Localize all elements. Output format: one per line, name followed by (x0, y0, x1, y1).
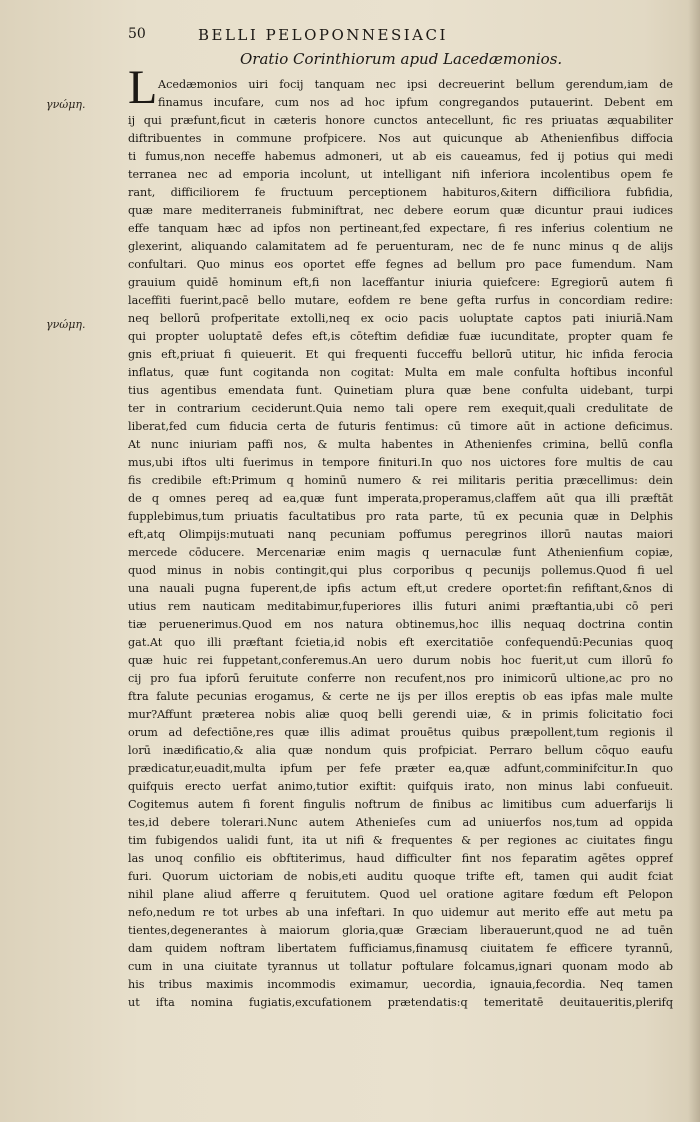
text-line: ti fumus,non neceffe habemus admoneri, ut ab eis caueamus, fed ij potius qui medi (128, 150, 673, 163)
text-line: finamus incufare, cum nos ad hoc ipfum congregandos putauerint. Debent em (158, 96, 673, 109)
text-line: quæ mare mediterraneis fubminiftrat, nec debere eorum quæ dicuntur praui iudices (128, 204, 673, 217)
page-header (128, 26, 680, 48)
oration-title: Oratio Corinthiorum apud Lacedæmonios. (240, 50, 563, 68)
text-line: glexerint, aliquando calamitatem ad fe peruenturam, nec de fe nunc minus q de alijs (128, 240, 673, 253)
text-line: las unoq confilio eis obftiterimus, haud difficulter fint nos feparatim agētes oppref (128, 852, 673, 865)
text-line: neq bellorū profperitate extolli,neq ex ocio pacis uoluptate captos pati iniuriā.Nam (128, 312, 673, 325)
text-line: ftra falute pecunias erogamus, & certe ne ijs per illos ereptis ob eas ipfas male multe (128, 690, 673, 703)
text-line: cij pro fua ipforū feruitute conferre non recufent,nos pro inimicorū ultione,ac pro no (128, 672, 673, 685)
text-line: liberat,fed cum fiducia certa de futuris fentimus: cū timore aūt in actione deficimus. (128, 420, 673, 433)
margin-note-2: γνώμη. (46, 318, 86, 331)
text-line: ij qui præfunt,ficut in cæteris honore cunctos antecellunt, fic res priuatas æquabiliter (128, 114, 673, 127)
text-line: de q omnes pereq ad ea,quæ funt imperata,properamus,claffem aūt qua illi præftāt (128, 492, 673, 505)
text-line: mur?Affunt præterea nobis aliæ quoq belli gerendi uiæ, & in primis folicitatio foci (128, 708, 673, 721)
text-line: prædicatur,euadit,multa ipfum per fefe præter ea,quæ adfunt,comminifcitur.In quo (128, 762, 673, 775)
margin-note-1: γνώμη. (46, 98, 86, 111)
text-line: eft,atq Olimpijs:mutuati nanq pecuniam poffumus peregrinos illorū nautas maiori (128, 528, 673, 541)
drop-cap: L (128, 61, 158, 114)
text-line: At nunc iniuriam paffi nos, & multa habentes in Athenienfes crimina, bellū confla (128, 438, 673, 451)
text-line: his tribus maximis incommodis eximamur, uecordia, ignauia,fecordia. Neq tamen (128, 978, 673, 991)
page-number: 50 (128, 26, 146, 42)
text-line: quod minus in nobis contingit,qui plus corporibus q pecunijs pollemus.Quod fi uel (128, 564, 673, 577)
text-line: tientes,degenerantes à maiorum gloria,quæ Græciam liberauerunt,quod ne ad tuēn (128, 924, 673, 937)
text-line: utius rem nauticam meditabimur,fuperiores illis futuri animi præftantia,ubi cō peri (128, 600, 673, 613)
text-line: tim fubigendos ualidi funt, ita ut nifi & frequentes & per regiones ac ciuitates fingu (128, 834, 673, 847)
text-line: mus,ubi iftos ulti fuerimus in tempore finituri.In quo nos uictores fore multis de cau (128, 456, 673, 469)
text-line: inflatus, quæ funt cogitanda non cogitat: Multa em male confulta hoftibus inconful (128, 366, 673, 379)
page-edge-shadow (688, 0, 700, 1122)
text-line: tius agentibus emendata funt. Quinetiam plura quæ bene confulta uidebant, turpi (128, 384, 673, 397)
text-line: fupplebimus,tum priuatis facultatibus pro rata parte, tū ex pecunia quæ in Delphis (128, 510, 673, 523)
text-line: rant, difficiliorem fe fructuum perceptionem habituros,&itern difficiliora fubfidia, (128, 186, 673, 199)
text-line: tes,id debere tolerari.Nunc autem Athenieſes cum ad uniuerfos nos,tum ad oppida (128, 816, 673, 829)
text-line: diftribuentes in commune profpicere. Nos aut quicunque ab Athenienfibus diffocia (128, 132, 673, 145)
text-line: gnis eft,priuat fi quieuerit. Et qui frequenti fucceffu bellorū utitur, hic infida ferocia (128, 348, 673, 361)
text-line: una nauali pugna fuperent,de ipfis actum eft,ut credere oportet:fin refiftant,&nos di (128, 582, 673, 595)
text-line: fis credibile eft:Primum q hominū numero & rei militaris peritia præcellimus: dein (128, 474, 673, 487)
text-line: grauium quidē hominum eft,fi non laceffantur iniuria quiefcere: Egregiorū autem fi (128, 276, 673, 289)
text-line: quifquis erecto uerfat animo,tutior exiftit: quifquis irato, non minus labi confueuit. (128, 780, 673, 793)
text-line: quæ huic rei fuppetant,conferemus.An uero durum nobis hoc fuerit,ut cum illorū fo (128, 654, 673, 667)
text-line: dam quidem noftram libertatem fufficiamus,finamusq ciuitatem fe efficere tyrannū, (128, 942, 673, 955)
text-line: lorū inædificatio,& alia quæ nondum quis profpiciat. Perraro bellum cōquo eaufu (128, 744, 673, 757)
text-line: orum ad defectiōne,res quæ illis adimat prouētus quibus præpollent,tum regionis il (128, 726, 673, 739)
text-line: gat.At quo illi præftant fcietia,id nobis eft exercitatiōe confequendū:Pecunias quoq (128, 636, 673, 649)
text-line: ut ifta nomina fugiatis,excufationem prætendatis:q temeritatē deuitaueritis,plerifq (128, 996, 673, 1009)
text-line: ter in contrarium ceciderunt.Quia nemo tali opere rem exequit,quali credulitate de (128, 402, 673, 415)
running-head: BELLI PELOPONNESIACI (198, 26, 448, 44)
text-line: laceffiti fuerint,pacē bello mutare, eofdem re bene gefta rurfus in concordiam redire: (128, 294, 673, 307)
text-line: confultari. Quo minus eos oportet effe fegnes ad bellum pro pace fumendum. Nam (128, 258, 673, 271)
text-line: furi. Quorum uictoriam de nobis,eti auditu quoque trifte eft, tamen qui audit fciat (128, 870, 673, 883)
text-line: terranea nec ad emporia incolunt, ut intelligant nifi inferiora incolentibus opem fe (128, 168, 673, 181)
text-line: nefo,nedum re tot urbes ab una infeftari. In quo uidemur aut merito effe aut metu pa (128, 906, 673, 919)
text-line: mercede cōducere. Mercenariæ enim magis q uernaculæ funt Athenienfium copiæ, (128, 546, 673, 559)
text-line: Cogitemus autem fi forent fingulis noftrum de finibus ac limitibus cum aduerfarijs li (128, 798, 673, 811)
text-line: effe tanquam hæc ad ipfos non pertineant,fed expectare, fi res inferius colentium ne (128, 222, 673, 235)
text-line: Acedæmonios uiri focij tanquam nec ipsi decreuerint bellum gerendum,iam de (158, 78, 673, 91)
text-line: tiæ peruenerimus.Quod em nos natura obtinemus,hoc illis nequaq doctrina contin (128, 618, 673, 631)
text-line (128, 1012, 673, 1030)
text-line: qui propter uoluptatē defes eft,is cōteftim defidiæ fuæ iucunditate, propter quam fe (128, 330, 673, 343)
body-text (128, 76, 673, 1030)
text-line: nihil plane aliud afferre q feruitutem. Quod uel oratione agitare fœdum eft Pelopon (128, 888, 673, 901)
text-line: cum in una ciuitate tyrannus ut tollatur poftulare folcamus,ignari quonam modo ab (128, 960, 673, 973)
